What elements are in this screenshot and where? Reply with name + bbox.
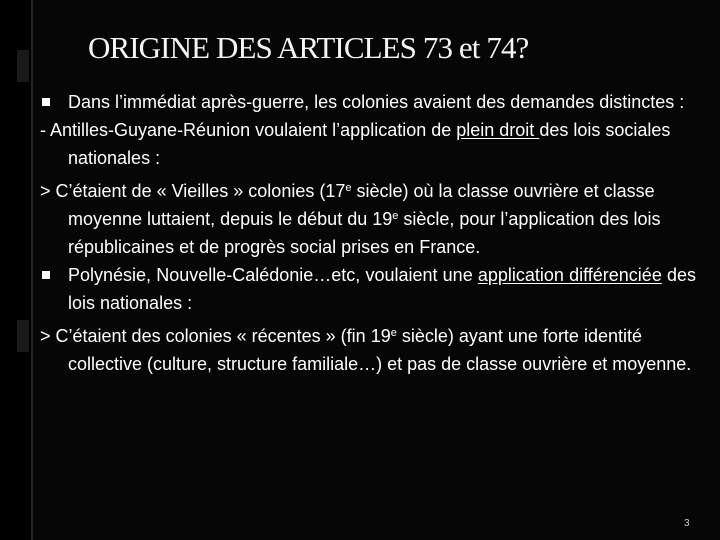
paragraph-vieilles-colonies — [40, 177, 696, 261]
superscript: e — [345, 182, 352, 194]
accent-block-bottom — [17, 320, 29, 352]
paragraph-colonies-recentes — [40, 322, 696, 378]
bullet-text: Polynésie, Nouvelle-Calédonie…etc, voulaient une — [68, 265, 478, 285]
slide-title: ORIGINE DES ARTICLES 73 et 74? — [88, 30, 529, 65]
paragraph-text: siècle) où la classe ouvrière et classe moyenne luttaient, depuis le début du 19 — [68, 181, 655, 229]
accent-block-top — [17, 50, 29, 82]
paragraph-text: des lois sociales nationales : — [68, 120, 671, 168]
slide-body — [40, 88, 696, 378]
square-bullet-icon — [42, 271, 50, 279]
paragraph-text: > C’étaient de « Vieilles » colonies (17 — [40, 181, 346, 201]
bullet-item-2 — [40, 261, 696, 317]
paragraph-text: siècle) ayant une forte identité collective (culture, structure familiale…) et pas de classe ouvrière et moyenne. — [68, 326, 692, 374]
paragraph-text: - Antilles-Guyane-Réunion voulaient l’application de — [40, 120, 457, 140]
superscript: e — [390, 327, 397, 339]
paragraph-text: > C’étaient des colonies « récentes » (fin 19 — [40, 326, 391, 346]
paragraph-text: siècle, pour l’application des lois républicaines et de progrès social prises en France. — [68, 209, 661, 257]
page-number: 3 — [684, 518, 690, 529]
bullet-text: Dans l’immédiat après-guerre, les colonies avaient des demandes distinctes : — [68, 92, 685, 112]
vertical-rule — [31, 0, 33, 540]
bullet-text: des lois nationales : — [68, 265, 697, 313]
paragraph-antilles — [40, 116, 696, 172]
superscript: e — [392, 210, 399, 222]
square-bullet-icon — [42, 98, 50, 106]
underlined-text: application différenciée — [477, 265, 662, 285]
underlined-text: plein droit — [456, 120, 540, 140]
bullet-item-1 — [40, 88, 696, 116]
